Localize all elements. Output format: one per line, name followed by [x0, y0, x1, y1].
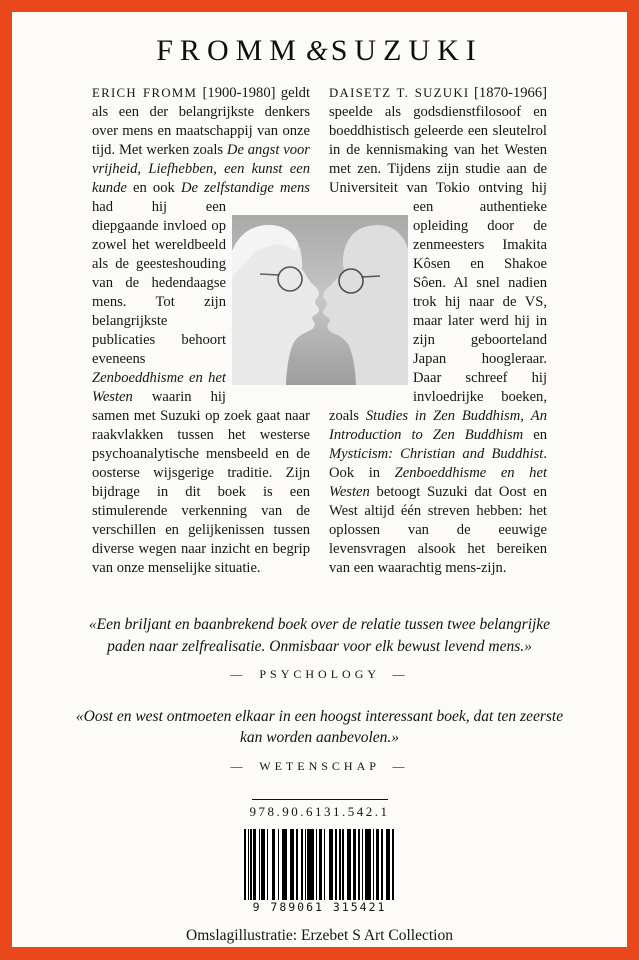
review-quote-psychology [70, 614, 570, 686]
title-word-fromm: FROMM [156, 34, 303, 67]
quote-source: — PSYCHOLOGY — [230, 667, 409, 681]
fromm-glasses-temple [260, 274, 279, 275]
isbn-number: 978.90.6131.542.1 [249, 804, 390, 819]
isbn-barcode-block [12, 799, 627, 915]
fromm-bio-text: ERICH FROMM [1900-1980] geldt als een der belangrijkste denkers over mens en maatschappij van onze tijd. Met werken zoals De angst voor vrijheid, Liefhebben, een kunst een kunde en ook De zelfstandige mens had hij een diepgaande invloed op zowel het wereldbeeld als de geesteshouding van de hedendaagse mens. Tot zijn belangrijkste publicaties behoort eveneens Zenboeddhisme en het Westen waarin hij samen met Suzuki op zoek gaat naar raakvlakken tussen het westerse psychoanalytische mensbeeld en de oosterse wijsgerige traditie. Zijn bijdrage in dit boek is een stimulerende verkenning van de verschillen en gelijkenissen tussen diverse wegen naar inzicht en begrip van onze menselijke situatie. [92, 85, 311, 576]
title-ampersand: & [305, 36, 328, 67]
suzuki-bio-text: DAISETZ T. SUZUKI [1870-1966] speelde als godsdienstfilosoof en boeddhistisch geleerde een sleutelrol in de kennismaking van het Westen met zen. Tijdens zijn studie aan de Universiteit van Tokio ontving hij een authentieke opleiding door de zenmeesters Imakita Kôsen en Shakoe Sôen. Al snel nadien trok hij naar de VS, maar later werd hij in zijn geboorteland Japan hoogleraar. Daar schreef hij invloedrijke boeken, zoals Studies in Zen Buddhism, An Introduction to Zen Buddhism en Mysticism: Christian and Buddhist. Ook in Zenboeddhisme en het Westen betoogt Suzuki dat Oost en West altijd één streven hebben: het oplossen van de eeuwige levensvragen alsook het bereiken van een waarachtig mens-zijn. [329, 85, 547, 576]
barcode-image [244, 829, 396, 915]
suzuki-glasses-temple [362, 276, 380, 277]
quote-source: — WETENSCHAP — [230, 758, 409, 773]
barcode-digits: 9 789061 315421 [244, 900, 396, 915]
page-title [12, 12, 627, 68]
cover-page [12, 12, 627, 947]
quote-text: «Een briljant en baanbrekend boek over de relatie tussen twee belangrijke paden naar zelfrealisatie. Onmisbaar voor elk bewust levend mens.» [88, 616, 551, 655]
profiles-photo [232, 215, 408, 385]
biography-columns [92, 84, 547, 606]
review-quote-wetenschap [70, 706, 570, 778]
quote-text: «Oost en west ontmoeten elkaar in een hoogst interessant boek, dat ten zeerste kan worden aanbevolen.» [75, 707, 564, 746]
title-word-suzuki: SUZUKI [330, 34, 483, 67]
cover-illustration-credit: Omslagillustratie: Erzebet S Art Collection [186, 927, 453, 944]
profiles-photo-graphic [232, 215, 408, 385]
